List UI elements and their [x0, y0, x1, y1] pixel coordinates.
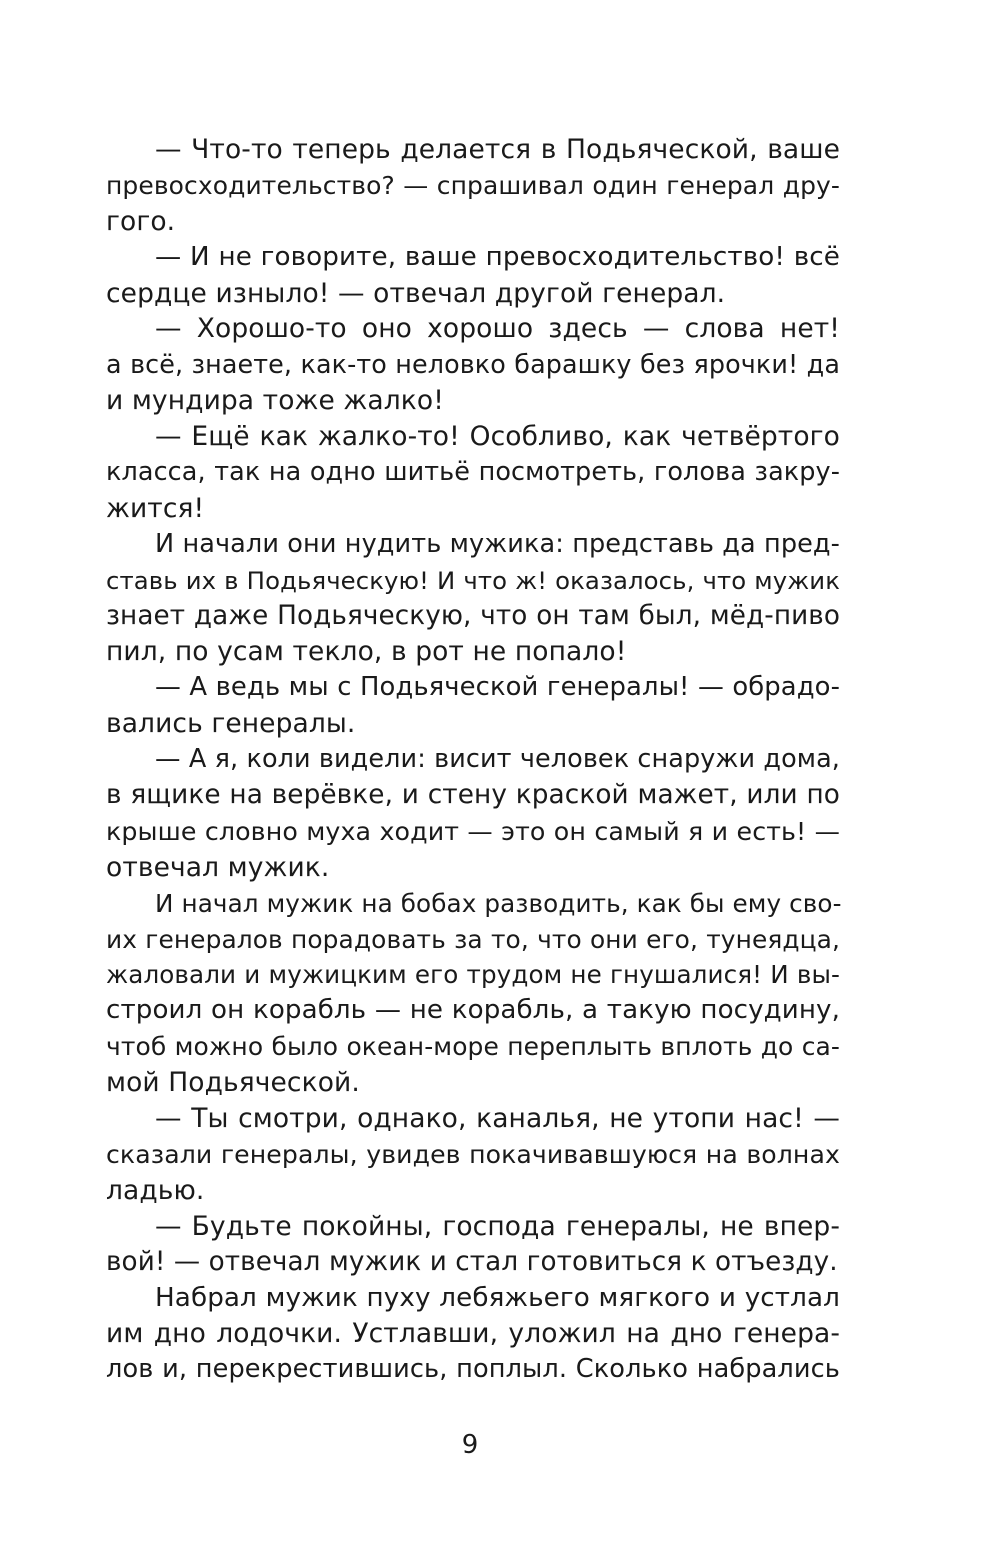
text-line: пил, по усам текло, в рот не попало!: [106, 636, 627, 668]
text-line: И начал мужик на бобах разводить, как бы ему сво-: [155, 888, 842, 918]
text-line: превосходительство? — спрашивал один генерал дру-: [106, 170, 840, 200]
text-line: ладью.: [106, 1174, 205, 1206]
page-body: [106, 132, 840, 1388]
text-line: Набрал мужик пуху лебяжьего мягкого и устлал: [155, 1282, 840, 1313]
text-line: мой Подьяческой.: [106, 1067, 360, 1099]
text-line: сказали генералы, увидев покачивавшуюся на волнах: [106, 1139, 840, 1169]
text-line: — А ведь мы с Подьяческой генералы! — обрадо-: [155, 672, 840, 703]
text-line: отвечал мужик.: [106, 851, 330, 883]
text-line: знает даже Подьяческую, что он там был, мёд-пиво: [106, 600, 840, 631]
text-line: вались генералы.: [106, 708, 356, 740]
text-line: — Что-то теперь делается в Подьяческой, ваше: [155, 134, 840, 165]
page-number: 9: [461, 1430, 479, 1460]
text-line: лов и, перекрестившись, поплыл. Сколько набрались: [106, 1354, 840, 1385]
text-line: им дно лодочки. Устлавши, уложил на дно генера-: [106, 1318, 840, 1350]
text-line: класса, так на одно шитьё посмотреть, голова закру-: [106, 457, 840, 488]
text-line: крыше словно муха ходит — это он самый я и есть! —: [106, 816, 840, 846]
text-line: строил он корабль — не корабль, а такую посудину,: [106, 995, 840, 1026]
text-line: гого.: [106, 205, 176, 237]
text-line: — Хорошо-то оно хорошо здесь — слова нет!: [155, 313, 840, 345]
text-line: — Ты смотри, однако, каналья, не утопи нас! —: [155, 1103, 840, 1135]
text-line: жится!: [106, 492, 205, 524]
text-line: И начали они нудить мужика: представь да пред-: [155, 528, 840, 559]
text-line: — А я, коли видели: висит человек снаружи дома,: [155, 744, 840, 775]
text-line: и мундира тоже жалко!: [106, 385, 444, 417]
text-line: сердце изныло! — отвечал другой генерал.: [106, 277, 726, 309]
text-line: их генералов порадовать за то, что они его, тунеядца,: [106, 924, 840, 954]
text-line: — Ещё как жалко-то! Особливо, как четвёртого: [155, 421, 840, 453]
text-line: чтоб можно было океан-море переплыть вплоть до са-: [106, 1032, 840, 1062]
text-line: — Будьте покойны, господа генералы, не впер-: [155, 1210, 840, 1242]
text-line: а всё, знаете, как-то неловко барашку без ярочки! да: [106, 349, 840, 380]
text-line: — И не говорите, ваше превосходительство! всё: [155, 241, 840, 272]
text-line: вой! — отвечал мужик и стал готовиться к отъезду.: [106, 1246, 838, 1277]
text-line: ставь их в Подьяческую! И что ж! оказалось, что мужик: [106, 565, 840, 595]
text-line: в ящике на верёвке, и стену краской мажет, или по: [106, 780, 840, 811]
text-line: жаловали и мужицким его трудом не гнушалися! И вы-: [106, 960, 840, 990]
